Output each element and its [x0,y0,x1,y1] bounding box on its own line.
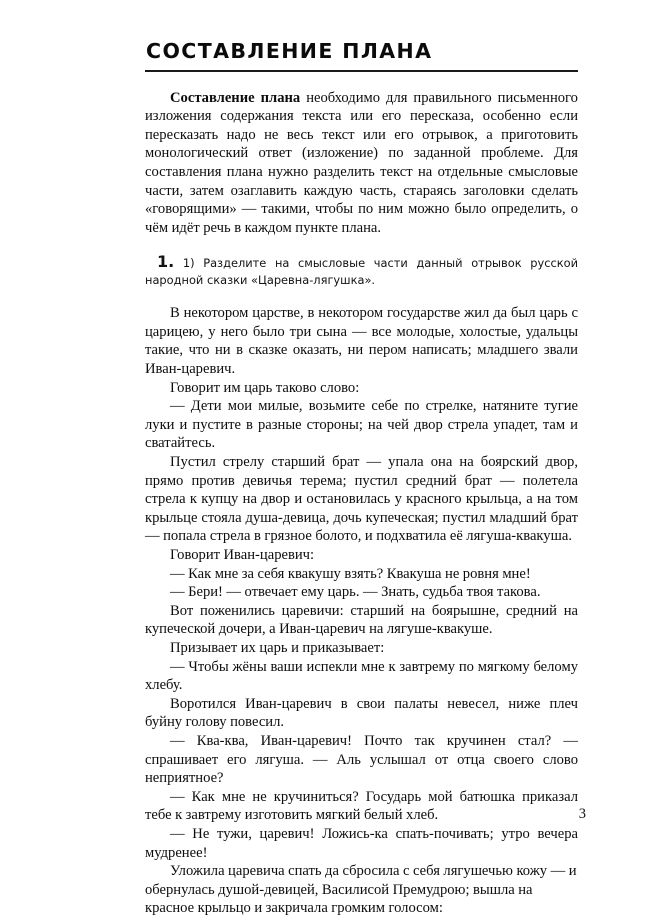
intro-section [145,89,578,238]
story-paragraph: Вот поженились царевичи: старший на боярышне, средний на купеческой дочери, а Иван-царевич на лягуше-квакуше. [145,602,578,638]
story-excerpt [145,304,578,918]
story-paragraph: — Дети мои милые, возьмите себе по стрелке, натяните тугие луки и пустите в разные стороны; на чей двор стрела упадет, там и сватайтесь. [145,398,578,452]
page-number: 3 [578,806,586,822]
story-paragraph: Пустил стрелу старший брат — упала она на боярский двор, прямо против девичья терема; пустил средний брат — полетела стрела к купцу на двор и остановилась у красного крыльца, а на том крыльце стояла душа-девица, дочь купеческая; пустил младший брат — попала стрела в грязное болото, и подхватила её лягуша-квакуша. [145,454,578,545]
story-paragraph: — Как мне за себя квакушу взять? Квакуша не ровня мне! [170,565,531,582]
story-paragraph: — Как мне не кручиниться? Государь мой батюшка приказал тебе к завтрему изготовить мягкий белый хлеб. [145,788,578,824]
exercise-task-text: 1) Разделите на смысловые части данный отрывок русской народной сказки «Царевна-лягушка». [145,256,578,287]
title-divider [145,70,578,72]
page-title: СОСТАВЛЕНИЕ ПЛАНА [146,39,433,63]
intro-body-text: необходимо для правильного письменного изложения содержания текста или его пересказа, особенно если пересказать надо не весь текст или его отрывок, а приготовить монологический ответ (изложение) по заданной проблеме. Для составления плана нужно разделить текст на отдельные смысловые части, затем озаглавить каждую часть, стараясь заголовки сделать «говорящими» — такими, чтобы по ним можно было определить, о чём идёт речь в каждом пункте плана. [145,89,578,236]
story-paragraph: — Не тужи, царевич! Ложись-ка спать-почивать; утро вечера мудренее! [145,825,578,861]
story-paragraph: Призывает их царь и приказывает: [170,639,385,656]
story-paragraph: — Чтобы жёны ваши испекли мне к завтрему по мягкому белому хлебу. [145,658,578,694]
intro-paragraph [145,89,578,238]
intro-lead-term: Составление плана [170,89,301,106]
story-paragraph: Воротился Иван-царевич в свои палаты невесел, ниже плеч буйну голову повесил. [145,695,578,731]
page-content [145,40,578,918]
story-paragraph: — Ква-ква, Иван-царевич! Почто так кручинен стал? — спрашивает его лягуша. — Аль услышал от отца своего слово неприятное? [145,732,578,787]
story-paragraph: Говорит Иван-царевич: [170,547,315,564]
story-paragraph: Уложила царевича спать да сбросила с себя лягушечью кожу — и обернулась душой-девицей, Василисой Премудрою; вышла на красное крыльцо и закричала громким голосом: [145,863,577,917]
exercise-block [145,254,578,288]
exercise-number: 1. [157,252,175,272]
story-paragraph: В некотором царстве, в некотором государстве жил да был царь с царицею, у него было три сына — все молодые, холостые, удальцы такие, что ни в сказке оказать, ни пером написать; младшего звали Иван-царевич. [145,305,578,378]
story-paragraph: Говорит им царь таково слово: [170,379,360,396]
exercise-instruction [145,254,578,288]
story-paragraph: — Бери! — отвечает ему царь. — Знать, судьба твоя такова. [170,584,541,601]
